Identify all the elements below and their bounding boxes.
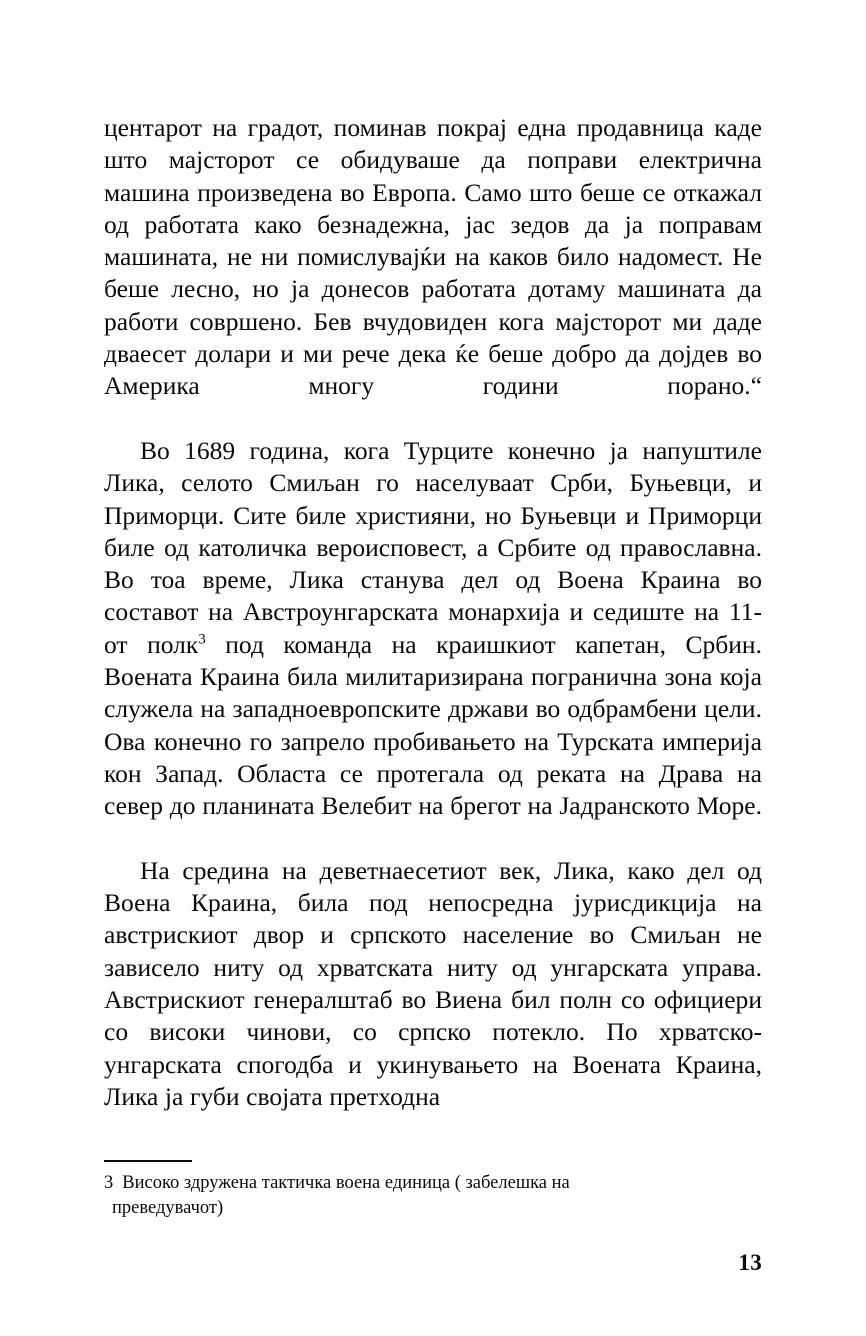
paragraph-continuation: центарот на градот, поминав покрај една продавница каде што мајсторот се обидуваше да поправи електрична машина произведена во Европа. Само што беше се откажал од работата како безнадежна, јас зедов да ја поправам машината, не ни помислувајќи на каков било надомест. Не беше лесно, но ја донесов работата дотаму машината да работи совршено. Бев вчудовиден кога мајсторот ми даде дваесет долари и ми рече дека ќе беше добро да дојдев во Америка многу години порано.“ xyxy=(104,113,762,401)
footnote-number: 3 xyxy=(104,1173,114,1193)
paragraph-nineteenth-century: На средина на деветнаесетиот век, Лика, како дел од Воена Краина, била под непосредна јурисдикција на австрискиот двор и српското население во Смиљан не зависело ниту од хрватската ниту од унгарската управа. Австрискиот генералштаб во Виена бил полн со официери со високи чинови, со српско потекло. По хрватско-унгарската спогодба и укинувањето на Воената Краина, Лика ја губи својата претходна xyxy=(104,855,762,1111)
body-text-block xyxy=(104,112,762,1113)
paragraph-text-after-footnote: под команда на краишкиот капетан, Србин. Воената Краина била милитаризирана погранична зона која служела на западноевропските држави во одбрамбени цели. Ова конечно го запрело пробивањето на Турската империја кон Запад. Областа се протегала од реката на Драва на север до планината Велебит на брегот на Јадранското Море. xyxy=(104,629,762,821)
paragraph-text-before-footnote: Во 1689 година, кога Турците конечно ја напуштиле Лика, селото Смиљан го населуваат Срби, Буњевци, и Приморци. Сите биле християни, но Буњевци и Приморци биле од католичка вероисповест, а Србите од православна. Во тоа време, Лика станува дел од Воена Краина во составот на Австроунгарската монархија и седиште на 11-от полк xyxy=(104,435,762,659)
footnote-entry xyxy=(104,1171,762,1221)
footnote-area xyxy=(104,1160,762,1221)
footnote-separator-rule xyxy=(104,1160,192,1162)
paragraph-history-lika xyxy=(104,435,762,855)
footnote-reference-marker[interactable]: 3 xyxy=(198,631,206,648)
footnote-body-text: Високо здружена тактичка воена единица ( забелешка на xyxy=(122,1173,570,1193)
footnote-body-text-continued: преведувачот) xyxy=(112,1198,224,1218)
page-number: 13 xyxy=(738,1250,762,1275)
